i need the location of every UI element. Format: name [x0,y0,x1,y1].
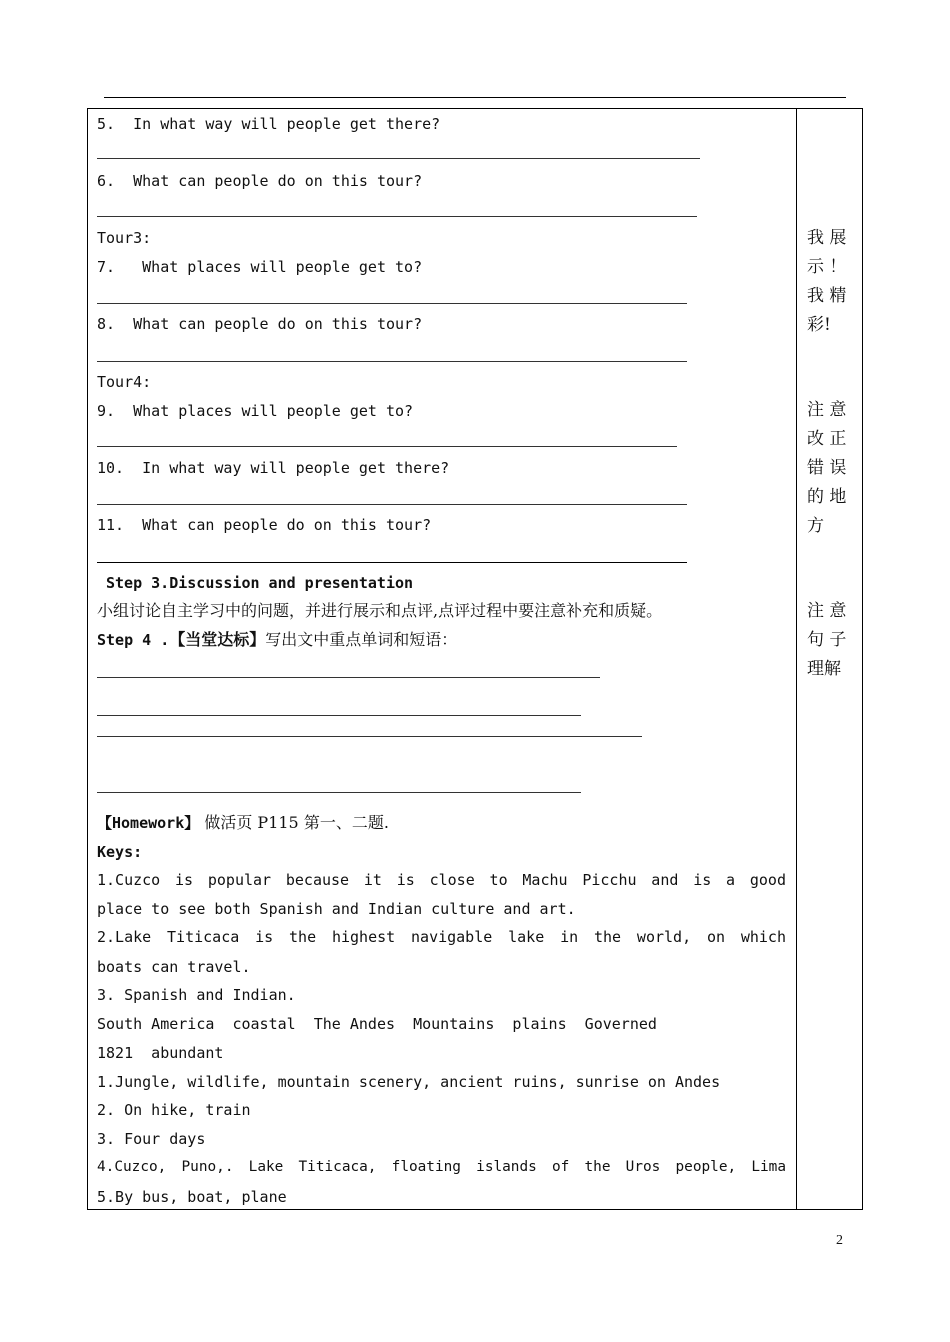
answer-line-8 [97,361,687,362]
step4-bracket-title: 【当堂达标】 [169,630,266,649]
answer-line-10 [97,504,687,505]
tour-answer-5: 5.By bus, boat, plane [97,1188,287,1206]
step3-description: 小组讨论自主学习中的问题，并进行展示和点评,点评过程中要注意补充和质疑。 [97,601,663,620]
question-7: 7. What places will people get to? [97,258,423,276]
vocab-line-3 [97,736,642,737]
answer-line-11 [97,562,687,563]
page-number: 2 [836,1233,843,1248]
tour-answer-1: 1.Jungle, wildlife, mountain scenery, ancient ruins, sunrise on Andes [97,1073,721,1091]
question-5: 5. In what way will people get there? [97,115,441,133]
question-8: 8. What can people do on this tour? [97,315,423,333]
question-9: 9. What places will people get to? [97,402,414,420]
homework-line [97,813,389,833]
tour3-heading: Tour3: [97,229,152,247]
key-1-line-2: place to see both Spanish and Indian culture and art. [97,900,576,918]
tour-answer-2: 2. On hike, train [97,1101,251,1119]
step3-title: Step 3.Discussion and presentation [106,574,414,592]
answer-line-7 [97,303,687,304]
tour-answer-4: 4.Cuzco, Puno,. Lake Titicaca, floating islands of the Uros people, Lima [97,1159,786,1175]
vocab-answers-1: South America coastal The Andes Mountains plains Governed [97,1015,657,1033]
question-10: 10. In what way will people get there? [97,459,450,477]
answer-line-6 [97,216,697,217]
vocab-line-2 [97,715,581,716]
step4-prefix: Step 4 . [97,631,170,649]
tour4-heading: Tour4: [97,373,152,391]
homework-label: 【Homework】 [97,814,200,832]
vocab-line-1 [97,677,600,678]
homework-description: 做活页 P115 第一、二题. [199,813,389,832]
keys-label: Keys: [97,843,143,861]
key-3: 3. Spanish and Indian. [97,986,296,1004]
key-2-line-1: 2.Lake Titicaca is the highest navigable lake in the world, on which [97,928,786,946]
page-header-rule [104,97,846,98]
vocab-answers-2: 1821 abundant [97,1044,224,1062]
answer-line-5 [97,158,700,159]
question-6: 6. What can people do on this tour? [97,172,423,190]
side-note-correct-errors: 注 意 改 正 错 误 的 地 方 [807,400,847,536]
tour-answer-3: 3. Four days [97,1130,206,1148]
answer-line-9 [97,446,677,447]
side-note-show: 我 展 示 ！ 我 精 彩! [807,228,847,335]
vocab-line-4 [97,792,581,793]
column-divider [796,108,797,1210]
key-2-line-2: boats can travel. [97,958,251,976]
step4-description: 写出文中重点单词和短语： [265,630,458,649]
step4-line [97,630,457,650]
side-note-understand-sentences: 注 意 句 子 理解 [807,601,847,679]
question-11: 11. What can people do on this tour? [97,516,432,534]
key-1-line-1: 1.Cuzco is popular because it is close to Machu Picchu and is a good [97,871,786,889]
